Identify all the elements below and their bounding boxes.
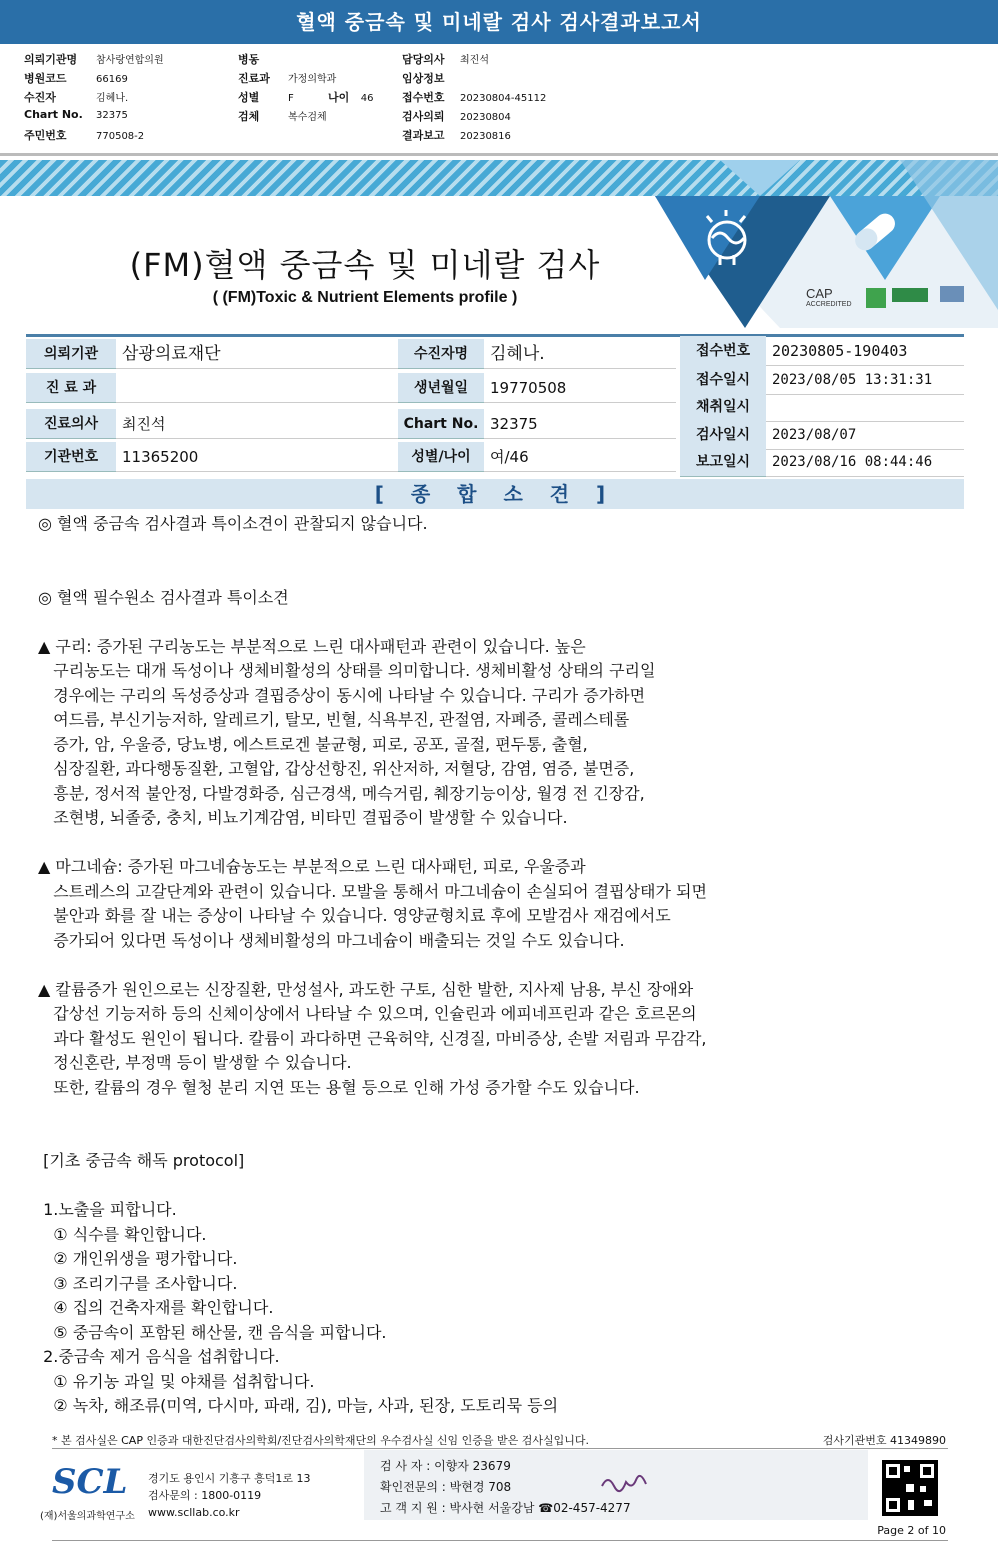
body-line: 갑상선 기능저하 등의 신체이상에서 나타날 수 있으며, 인슐린과 에피네프린과 같은 호르몬의 — [38, 1004, 697, 1023]
body-line — [38, 1100, 938, 1125]
institution-number: 검사기관번호 41349890 — [822, 1434, 946, 1447]
body-line: 과다 활성도 원인이 됩니다. 칼륨이 과다하면 근육허약, 신경질, 마비증상, 손발 저림과 무감각, — [38, 1028, 707, 1048]
header-col2-key: 병동 — [238, 53, 260, 66]
lm-logo — [866, 288, 886, 308]
header-col3-row — [402, 127, 511, 143]
body-line — [38, 537, 938, 562]
body-line: ② 개인위생을 평가합니다. — [38, 1249, 238, 1268]
header-col1-key: 주민번호 — [24, 129, 67, 142]
scl-logo: SCL — [52, 1462, 128, 1502]
body-line: 심장질환, 과다행동질환, 고혈압, 갑상선항진, 위산저하, 저혈당, 감염, 염증, 불면증, — [38, 759, 635, 778]
body-line: ④ 집의 건축자재를 확인합니다. — [38, 1298, 274, 1317]
header-col3-row — [402, 51, 489, 67]
label-institution-no: 기관번호 — [26, 442, 116, 472]
header-col3-key: 결과보고 — [402, 129, 445, 142]
header-col2-key: 성별 — [238, 91, 260, 104]
header-col3-row — [402, 108, 511, 124]
body-line: 여드름, 부신기능저하, 알레르기, 탈모, 빈혈, 식욕부진, 관절염, 자폐증, 콜레스테롤 — [38, 710, 630, 729]
header-col1-key: 의뢰기관명 — [24, 53, 78, 66]
header-col2-value: F — [288, 93, 294, 104]
header-col3-key: 검사의뢰 — [402, 110, 445, 123]
value-sex-age: 여/46 — [484, 442, 676, 472]
value-test-date: 2023/08/07 — [766, 420, 964, 450]
value-patient-name: 김혜나. — [484, 339, 676, 369]
header-col1-key: Chart No. — [24, 108, 83, 121]
header-col2-value: 복수검체 — [288, 112, 327, 123]
body-line: ▲ 구리: 증가된 구리농도는 부분적으로 느린 대사패턴과 관련이 있습니다. 높은 — [38, 636, 586, 656]
body-line: 스트레스의 고갈단계와 관련이 있습니다. 모발을 통해서 마그네슘이 손실되어 결핍상태가 되면 — [38, 881, 707, 901]
body-line: [기초 중금속 해독 protocol] — [38, 1151, 245, 1170]
body-line: ▲ 칼륨증가 원인으로는 신장질환, 만성설사, 과도한 구토, 심한 발한, 지사제 남용, 부신 장애와 — [38, 979, 694, 999]
footer — [0, 1432, 998, 1564]
lab-address-block — [148, 1470, 311, 1521]
header-col1-value: 66169 — [96, 74, 128, 85]
value-birthdate: 19770508 — [484, 373, 676, 403]
body-line: ◎ 혈액 필수원소 검사결과 특이소견 — [38, 587, 289, 607]
header-col3-key: 접수번호 — [402, 91, 445, 104]
header-col3-value: 20230804-45112 — [460, 93, 547, 104]
header-col1-value: 770508-2 — [96, 131, 145, 142]
value-chart-no: 32375 — [484, 409, 676, 439]
cap-logo: CAP ACCREDITED — [806, 286, 852, 308]
header-col2-value: 가정의학과 — [288, 74, 337, 85]
lab-address: 경기도 용인시 기흥구 흥덕1로 13 — [148, 1472, 311, 1485]
era-logo — [892, 288, 928, 302]
age-label: 나이 — [328, 91, 350, 104]
value-receipt-no: 20230805-190403 — [766, 336, 964, 366]
body-line: 1.노출을 피합니다. — [38, 1200, 177, 1219]
banner-subtitle: ( (FM)Toxic & Nutrient Elements profile ) — [212, 289, 518, 306]
value-doctor: 최진석 — [116, 409, 398, 439]
body-line: 증가, 암, 우울증, 당뇨병, 에스트로겐 불균형, 피로, 공포, 골절, 편두통, 출혈, — [38, 734, 588, 754]
body-line: ⑤ 중금속이 포함된 해산물, 캔 음식을 피합니다. — [38, 1322, 387, 1342]
body-line: ① 유기농 과일 및 야채를 섭취합니다. — [38, 1371, 315, 1391]
body-line — [38, 561, 938, 586]
staff-block — [380, 1456, 631, 1519]
header-col1-row — [24, 127, 144, 143]
lab-contact: 검사문의 : 1800-0119 — [148, 1489, 262, 1502]
body-line: ① 식수를 확인합니다. — [38, 1224, 207, 1244]
header-col1-value: 참사랑연합의원 — [96, 55, 164, 66]
value-institution-no: 11365200 — [116, 442, 398, 472]
header-col2-row — [238, 89, 294, 105]
value-report-time: 2023/08/16 08:44:46 — [766, 447, 964, 477]
header-col2-key: 진료과 — [238, 72, 270, 85]
examiner: 검 사 자 : 이향자 23679 — [380, 1459, 511, 1473]
certification-note: * 본 검사실은 CAP 인증과 대한진단검사의학회/진단검사의학재단의 우수검사실 신임 인증을 받은 검사실입니다. — [52, 1434, 590, 1447]
label-chart-no: Chart No. — [398, 409, 484, 439]
body-line — [38, 1125, 938, 1150]
value-institution: 삼광의료재단 — [116, 339, 398, 369]
header-col1-value: 김혜나. — [96, 93, 129, 104]
label-institution: 의뢰기관 — [26, 339, 116, 369]
report-title: 혈액 중금속 및 미네랄 검사 검사결과보고서 — [0, 0, 998, 44]
body-line: ② 녹차, 해조류(미역, 다시마, 파래, 김), 마늘, 사과, 된장, 도토리묵 등의 — [38, 1396, 559, 1415]
header-col1-key: 병원코드 — [24, 72, 67, 85]
header-col3-key: 담당의사 — [402, 53, 445, 66]
value-department — [116, 373, 398, 403]
body-line: 또한, 칼륨의 경우 혈청 분리 지연 또는 용혈 등으로 인해 가성 증가할 수도 있습니다. — [38, 1077, 640, 1097]
lab-name: (재)서울의과학연구소 — [40, 1511, 135, 1522]
header-col3-value: 20230816 — [460, 131, 511, 142]
label-doctor: 진료의사 — [26, 409, 116, 439]
body-line — [38, 831, 938, 856]
header-col1-key: 수진자 — [24, 91, 56, 104]
label-receipt-time: 접수일시 — [680, 365, 766, 395]
label-test-date: 검사일시 — [680, 420, 766, 450]
body-line — [38, 610, 938, 635]
label-receipt-no: 접수번호 — [680, 336, 766, 366]
header-col1-row — [24, 108, 128, 121]
label-birthdate: 생년월일 — [398, 373, 484, 403]
amab-logo — [940, 286, 964, 302]
body-line — [38, 1174, 938, 1199]
header-col3-row — [402, 89, 546, 105]
body-line: 조현병, 뇌졸중, 충치, 비뇨기계감염, 비타민 결핍증이 발생할 수 있습니다. — [38, 808, 568, 827]
body-line: 불안과 화를 잘 내는 증상이 나타날 수 있습니다. 영양균형치료 후에 모발검사 재검에서도 — [38, 906, 671, 925]
header-col3-value: 20230804 — [460, 112, 511, 123]
header-col3-key: 임상정보 — [402, 72, 445, 85]
body-line — [38, 953, 938, 978]
header-col1-row — [24, 51, 164, 67]
header-info — [0, 44, 998, 156]
lab-website[interactable]: www.scllab.co.kr — [148, 1506, 240, 1519]
header-col2-row — [238, 70, 336, 86]
body-line: 흥분, 정서적 불안정, 다발경화증, 심근경색, 메슥거림, 췌장기능이상, 월경 전 긴장감, — [38, 783, 645, 803]
label-patient-name: 수진자명 — [398, 339, 484, 369]
body-line: 증가되어 있다면 독성이나 생체비활성의 마그네슘이 배출되는 것일 수도 있습니다. — [38, 930, 625, 950]
body-line: ◎ 혈액 중금속 검사결과 특이소견이 관찰되지 않습니다. — [38, 514, 428, 533]
label-department: 진 료 과 — [26, 373, 116, 403]
banner-title: (FM)혈액 중금속 및 미네랄 검사 — [129, 246, 601, 284]
header-col2-row — [238, 108, 327, 124]
header-col2-key: 검체 — [238, 110, 260, 123]
qr-code[interactable] — [882, 1460, 938, 1516]
header-col1-value: 32375 — [96, 110, 128, 121]
body-line: 경우에는 구리의 독성증상과 결핍증상이 동시에 나타날 수 있습니다. 구리가 증가하면 — [38, 685, 646, 705]
summary-heading: [ 종 합 소 견 ] — [26, 479, 964, 509]
label-collection-time: 채취일시 — [680, 392, 766, 422]
label-report-time: 보고일시 — [680, 447, 766, 477]
body-line: 2.중금속 제거 음식을 섭취합니다. — [38, 1347, 280, 1366]
specialist: 확인전문의 : 박현경 708 — [380, 1480, 512, 1494]
body-line: ▲ 마그네슘: 증가된 마그네슘농도는 부분적으로 느린 대사패턴, 피로, 우울증과 — [38, 857, 586, 876]
summary-body — [38, 512, 938, 1419]
page-number: Page 2 of 10 — [877, 1524, 946, 1537]
header-col1-row — [24, 70, 128, 86]
header-col3-value: 최진석 — [460, 55, 489, 66]
banner — [0, 160, 998, 328]
value-receipt-time: 2023/08/05 13:31:31 — [766, 365, 964, 395]
body-line: 정신혼란, 부정맥 등이 발생할 수 있습니다. — [38, 1053, 352, 1072]
header-col2-row — [238, 51, 288, 67]
header-col1-row — [24, 89, 128, 105]
customer-support: 고 객 지 원 : 박사현 서울강남 ☎02-457-4277 — [380, 1501, 631, 1515]
signature — [600, 1472, 648, 1496]
body-line: ③ 조리기구를 조사합니다. — [38, 1273, 238, 1293]
value-collection-time — [766, 392, 964, 422]
header-col3-row — [402, 70, 460, 86]
age-value: 46 — [360, 93, 374, 104]
label-sex-age: 성별/나이 — [398, 442, 484, 472]
body-line: 구리농도는 대개 독성이나 생체비활성의 상태를 의미합니다. 생체비활성 상태의 구리일 — [38, 661, 656, 680]
